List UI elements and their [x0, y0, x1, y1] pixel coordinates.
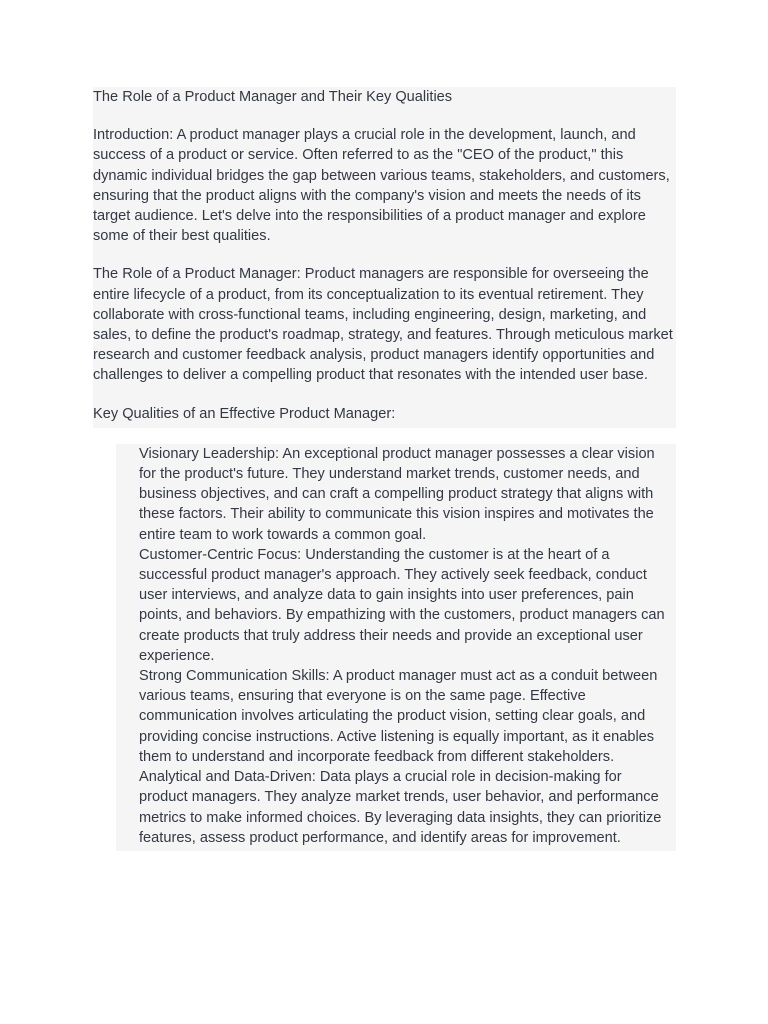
list-item: Analytical and Data-Driven: Data plays a crucial role in decision-making for product managers. They analyze market trends, user behavior, and performance metrics to make informed choices. By leveraging data insights, they can prioritize features, assess product performance, and identify areas for improvement. [139, 769, 662, 846]
list-item: Visionary Leadership: An exceptional product manager possesses a clear vision for the product's future. They understand market trends, customer needs, and business objectives, and can craft a compelling product strategy that aligns with these factors. Their ability to communicate this vision inspires and motivates the entire team to work towards a common goal. [139, 445, 655, 543]
list-item: Strong Communication Skills: A product manager must act as a conduit between various teams, ensuring that everyone is on the same page. Effective communication involves articulating the product vision, setting clear goals, and providing concise instructions. Active listening is equally important, as it enables them to understand and incorporate feedback from different stakeholders. [139, 668, 658, 765]
key-qualities-heading: Key Qualities of an Effective Product Manager: [93, 405, 396, 422]
key-qualities-list [116, 444, 676, 851]
intro-paragraph: Introduction: A product manager plays a crucial role in the development, launch, and success of a product or service. Often referred to as the "CEO of the product," this dynamic individual bridges the gap between various teams, stakeholders, and customers, ensuring that the product aligns with the company's vision and meets the needs of its target audience. Let's delve into the responsibilities of a product manager and explore some of their best qualities. [93, 127, 670, 245]
role-paragraph: The Role of a Product Manager: Product managers are responsible for overseeing the entire lifecycle of a product, from its conceptualization to its eventual retirement. They collaborate with cross-functional teams, including engineering, design, marketing, and sales, to define the product's roadmap, strategy, and features. Through meticulous market research and customer feedback analysis, product managers identify opportunities and challenges to deliver a compelling product that resonates with the intended user base. [93, 266, 673, 384]
document-page [93, 87, 676, 851]
list-item: Customer-Centric Focus: Understanding the customer is at the heart of a successful product manager's approach. They actively seek feedback, conduct user interviews, and analyze data to gain insights into user preferences, pain points, and behaviors. By empathizing with the customers, product managers can create products that truly address their needs and provide an exceptional user experience. [139, 546, 665, 664]
document-title: The Role of a Product Manager and Their Key Qualities [93, 89, 453, 105]
document-body [93, 87, 676, 428]
key-qualities-list-block [116, 444, 676, 851]
